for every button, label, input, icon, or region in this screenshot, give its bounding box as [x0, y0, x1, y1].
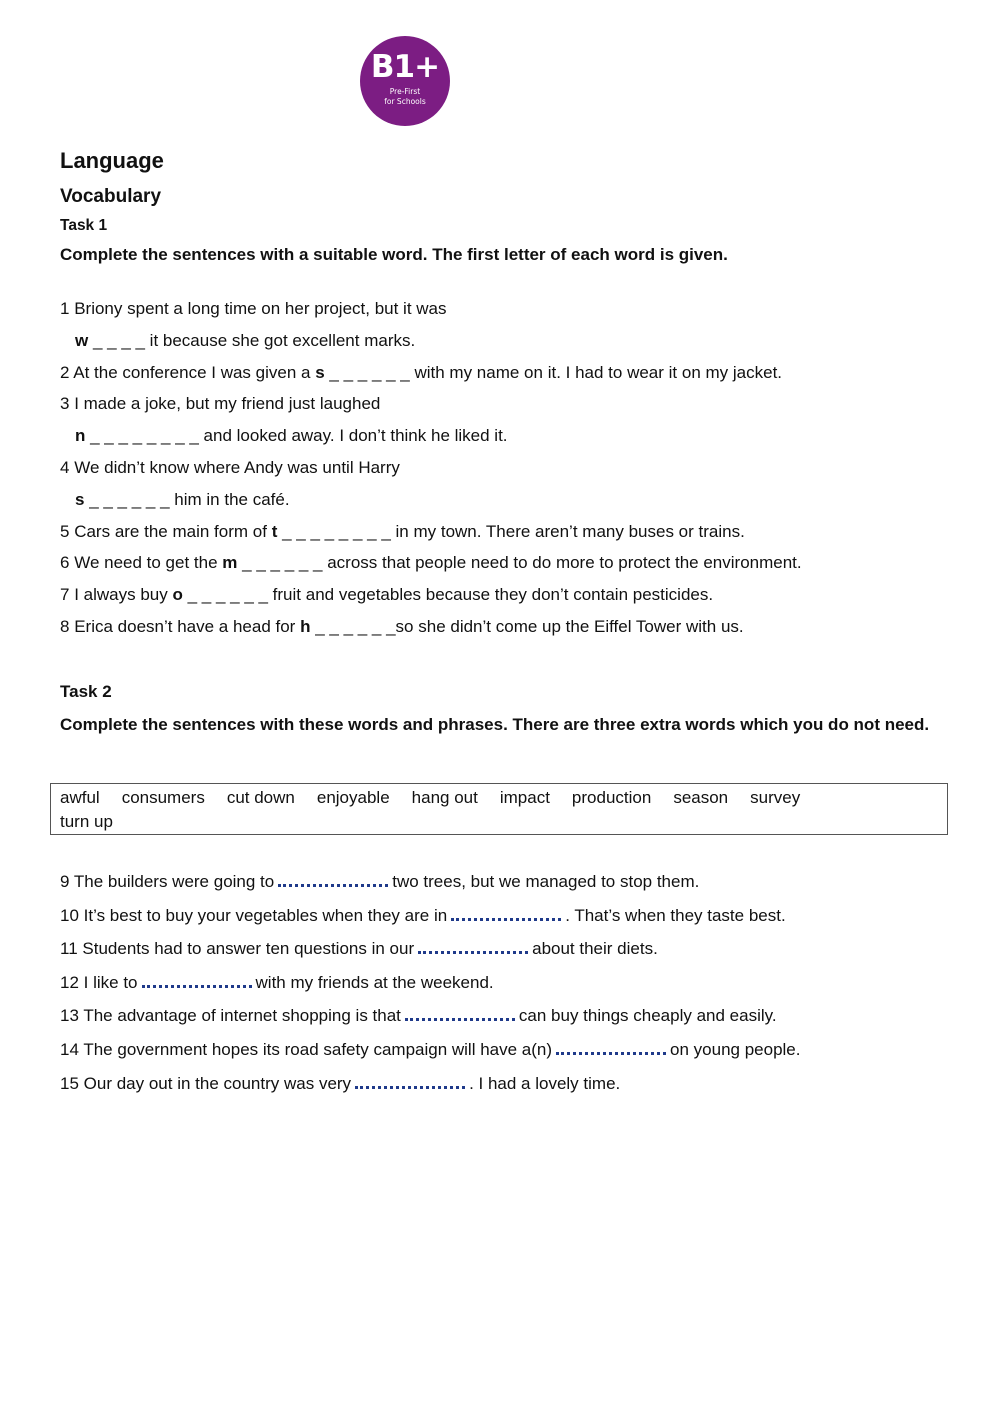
- task2-item-10: 10 It’s best to buy your vegetables when they are in . That’s when they taste best.: [60, 905, 786, 925]
- task2-item-9: 9 The builders were going to two trees, but we managed to stop them.: [60, 872, 700, 891]
- badge-level: B1+: [370, 49, 440, 85]
- word-bank-item: awful: [60, 788, 100, 807]
- answer-blank[interactable]: [355, 1074, 465, 1089]
- word-bank-item: enjoyable: [316, 788, 390, 807]
- task2-item-15: 15 Our day out in the country was very . I had a lovely time.: [60, 1073, 621, 1093]
- answer-blank[interactable]: [451, 906, 561, 921]
- badge-line1: Pre-First: [389, 87, 421, 96]
- task2-item-14: 14 The government hopes its road safety campaign will have a(n) on young people.: [60, 1039, 801, 1059]
- word-bank-item: survey: [750, 788, 801, 807]
- word-bank-item: cut down: [226, 788, 295, 807]
- task2-instruction: Complete the sentences with these words and phrases. There are three extra words which you do not need.: [60, 714, 930, 734]
- task1-item-6[interactable]: 6 We need to get the m _ _ _ _ _ _ across that people need to do more to protect the environment.: [60, 553, 802, 573]
- task1-list: [60, 293, 950, 643]
- task1-item-3: 3 I made a joke, but my friend just laughed: [60, 394, 381, 414]
- word-bank-item: impact: [499, 788, 550, 807]
- task2-item-11: 11 Students had to answer ten questions in our about their diets.: [60, 939, 658, 959]
- answer-blank[interactable]: [405, 1006, 515, 1021]
- task1-item-5[interactable]: 5 Cars are the main form of t _ _ _ _ _ _ _ _ in my town. There aren’t many buses or trains.: [60, 521, 745, 541]
- worksheet: [60, 145, 950, 737]
- level-badge: [360, 36, 450, 126]
- task1-item-4: 4 We didn’t know where Andy was until Harry: [60, 457, 400, 477]
- task1-item-1-cont[interactable]: w _ _ _ _ it because she got excellent marks.: [75, 330, 416, 350]
- task1-instruction: Complete the sentences with a suitable word. The first letter of each word is given.: [60, 245, 728, 264]
- task1-item-4-cont[interactable]: s _ _ _ _ _ _ him in the café.: [75, 489, 290, 509]
- task1-item-2[interactable]: 2 At the conference I was given a s _ _ _ _ _ _ with my name on it. I had to wear it on my jacket.: [60, 362, 783, 382]
- word-bank-item: hang out: [411, 788, 478, 807]
- section-title: Vocabulary: [60, 186, 162, 207]
- answer-blank[interactable]: [278, 872, 388, 887]
- task2-list: [60, 865, 950, 1100]
- task2-header: [60, 681, 950, 737]
- task1-label: Task 1: [60, 217, 108, 234]
- word-bank-item: production: [571, 788, 652, 807]
- task2-label: Task 2: [60, 681, 112, 701]
- word-bank: [50, 783, 948, 835]
- task1-item-3-cont[interactable]: n _ _ _ _ _ _ _ _ and looked away. I don’t think he liked it.: [75, 426, 508, 446]
- task2-item-12: 12 I like to with my friends at the weekend.: [60, 972, 494, 992]
- task1-item-1: 1 Briony spent a long time on her project, but it was: [60, 299, 447, 318]
- answer-blank[interactable]: [418, 939, 528, 954]
- answer-blank[interactable]: [556, 1040, 666, 1055]
- word-bank-item: consumers: [121, 788, 205, 807]
- badge-line2: for Schools: [384, 97, 426, 106]
- task1-item-7[interactable]: 7 I always buy o _ _ _ _ _ _ fruit and vegetables because they don’t contain pesticides.: [60, 585, 714, 605]
- answer-blank[interactable]: [142, 973, 252, 988]
- word-bank-item: turn up: [60, 812, 113, 831]
- word-bank-item: season: [673, 788, 729, 807]
- page-title: Language: [60, 148, 164, 173]
- task1-item-8[interactable]: 8 Erica doesn’t have a head for h _ _ _ _ _ _so she didn’t come up the Eiffel Tower with us.: [60, 616, 744, 636]
- task2-item-13: 13 The advantage of internet shopping is that can buy things cheaply and easily.: [60, 1006, 777, 1026]
